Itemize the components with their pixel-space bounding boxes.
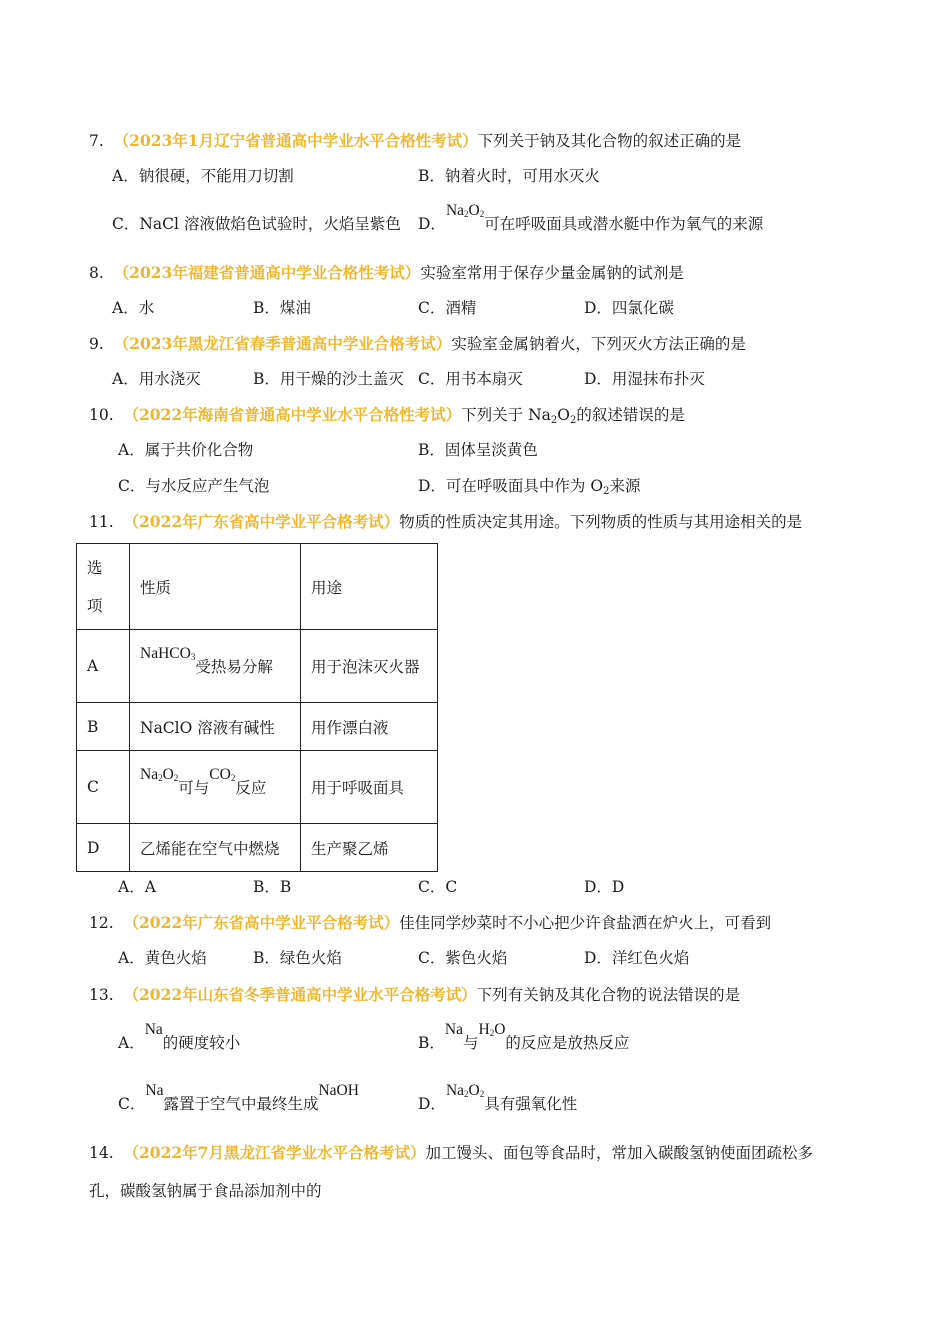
question-source: （2022年7月黑龙江省学业水平合格考试） — [123, 1143, 426, 1162]
question-number: 8. — [89, 264, 104, 282]
table-row — [77, 751, 438, 824]
formula-na: Na — [144, 1021, 163, 1038]
q7-option-d[interactable]: D．$Na_2O_2$可在呼吸面具或潜水艇中作为氧气的来源 — [418, 214, 763, 238]
question-number: 9. — [89, 335, 104, 353]
question-10-stem: 10. （2022年海南省普通高中学业水平合格性考试）下列关于 $Na_2O_2$的叙述错误的是 — [89, 405, 685, 426]
row-property: 乙烯能在空气中燃烧 — [130, 824, 301, 872]
question-14-stem-continued: 孔，碳酸氢钠属于食品添加剂中的 — [89, 1182, 322, 1200]
question-12-stem — [89, 913, 771, 933]
q7-option-a[interactable]: A．钠很硬，不能用刀切割 — [112, 167, 294, 185]
table-row — [77, 703, 438, 751]
q12-option-c[interactable]: C．紫色火焰 — [418, 949, 508, 967]
q11-option-d[interactable]: D．D — [584, 878, 625, 896]
question-source: （2023年1月辽宁省普通高中学业水平合格性考试） — [113, 131, 478, 150]
properties-table — [76, 543, 438, 872]
formula-na2o2: $Na_2O_2$ — [140, 766, 179, 783]
q10-option-c[interactable]: C．与水反应产生气泡 — [118, 477, 270, 495]
question-text: 物质的性质决定其用途。下列物质的性质与其用途相关的是 — [399, 513, 803, 531]
formula-o2: $O_2$ — [590, 477, 610, 497]
question-source: （2022年广东省高中学业平合格考试） — [123, 512, 400, 531]
question-13-stem — [89, 985, 740, 1005]
q7-option-c[interactable]: C．NaCl 溶液做焰色试验时，火焰呈紫色 — [112, 215, 401, 233]
formula-na: Na — [145, 1082, 164, 1099]
formula-na2o2: $Na_2O_2$ — [445, 1082, 485, 1099]
question-source: （2022年山东省冬季普通高中学业水平合格考试） — [123, 985, 477, 1004]
formula-na2o2: $Na_2O_2$ — [528, 406, 577, 426]
table-row — [77, 824, 438, 872]
question-9-stem — [89, 334, 746, 354]
row-option: D — [77, 824, 130, 872]
formula-na2o2: $Na_2O_2$ — [445, 202, 485, 219]
q10-option-b[interactable]: B．固体呈淡黄色 — [418, 441, 538, 459]
q8-option-c[interactable]: C．酒精 — [418, 299, 477, 317]
question-number: 13. — [89, 986, 114, 1004]
question-text: 下列关于钠及其化合物的叙述正确的是 — [477, 132, 742, 150]
q11-option-c[interactable]: C．C — [418, 878, 458, 896]
question-7-stem — [89, 131, 741, 151]
q12-option-b[interactable]: B．绿色火焰 — [253, 949, 342, 967]
question-text: 实验室常用于保存少量金属钠的试剂是 — [420, 264, 684, 282]
q7-option-b[interactable]: B．钠着火时，可用水灭火 — [418, 167, 600, 185]
question-source: （2023年黑龙江省春季普通高中学业合格考试） — [113, 334, 452, 353]
question-source: （2023年福建省普通高中学业合格性考试） — [113, 263, 421, 282]
question-number: 12. — [89, 914, 114, 932]
table-row — [77, 630, 438, 703]
header-use: 用途 — [301, 544, 438, 630]
question-text: 实验室金属钠着火，下列灭火方法正确的是 — [451, 335, 746, 353]
row-use: 用于呼吸面具 — [301, 751, 438, 824]
question-text: 佳佳同学炒菜时不小心把少许食盐洒在炉火上，可看到 — [399, 914, 772, 932]
q9-option-d[interactable]: D．用湿抹布扑灭 — [584, 370, 705, 388]
formula-na: Na — [444, 1021, 463, 1038]
q12-option-d[interactable]: D．洋红色火焰 — [584, 949, 690, 967]
row-option: A — [77, 630, 130, 703]
q13-option-c[interactable]: C．Na露置于空气中最终生成NaOH — [118, 1082, 359, 1113]
q10-option-a[interactable]: A．属于共价化合物 — [118, 441, 254, 459]
question-text: 加工馒头、面包等食品时，常加入碳酸氢钠使面团疏松多 — [425, 1144, 813, 1162]
row-use: 用于泡沫灭火器 — [301, 630, 438, 703]
q9-option-a[interactable]: A．用水浇灭 — [112, 370, 201, 388]
formula-naoh: NaOH — [318, 1082, 359, 1099]
question-number: 14. — [89, 1144, 114, 1162]
header-option: 选 项 — [77, 544, 130, 630]
row-use: 用作漂白液 — [301, 703, 438, 751]
question-8-stem — [89, 263, 684, 283]
question-source: （2022年海南省普通高中学业水平合格性考试） — [123, 405, 462, 424]
row-property: $Na_2O_2$可与$CO_2$反应 — [130, 751, 301, 824]
row-option: B — [77, 703, 130, 751]
formula-nahco3: NaHCO$_3$ — [140, 645, 196, 662]
q8-option-d[interactable]: D．四氯化碳 — [584, 299, 674, 317]
question-11-stem — [89, 512, 802, 532]
q8-option-b[interactable]: B．煤油 — [253, 299, 311, 317]
q12-option-a[interactable]: A．黄色火焰 — [118, 949, 207, 967]
q9-option-b[interactable]: B．用干燥的沙土盖灭 — [253, 370, 404, 388]
q13-option-b[interactable]: B．Na与$H_2O$的反应是放热反应 — [418, 1033, 629, 1057]
formula-co2: $CO_2$ — [209, 766, 236, 783]
question-number: 10. — [89, 406, 114, 424]
row-use: 生产聚乙烯 — [301, 824, 438, 872]
header-property: 性质 — [130, 544, 301, 630]
row-option: C — [77, 751, 130, 824]
question-number: 7. — [89, 132, 104, 150]
q9-option-c[interactable]: C．用书本扇灭 — [418, 370, 523, 388]
q10-option-d[interactable]: D．可在呼吸面具中作为 $O_2$来源 — [418, 477, 641, 497]
question-text: 下列有关钠及其化合物的说法错误的是 — [476, 986, 741, 1004]
row-property: NaHCO$_3$受热易分解 — [130, 630, 301, 703]
q13-option-a[interactable]: A．Na的硬度较小 — [118, 1021, 241, 1052]
formula-h2o: $H_2O$ — [478, 1021, 506, 1038]
q11-option-b[interactable]: B．B — [253, 878, 292, 896]
question-14-stem — [89, 1143, 813, 1163]
row-property: NaClO 溶液有碱性 — [130, 703, 301, 751]
q13-option-d[interactable]: D．$Na_2O_2$具有强氧化性 — [418, 1094, 577, 1118]
q11-option-a[interactable]: A．A — [118, 878, 156, 896]
question-source: （2022年广东省高中学业平合格考试） — [123, 913, 400, 932]
question-number: 11. — [89, 513, 114, 531]
table-header-row — [77, 544, 438, 630]
q8-option-a[interactable]: A．水 — [112, 299, 155, 317]
